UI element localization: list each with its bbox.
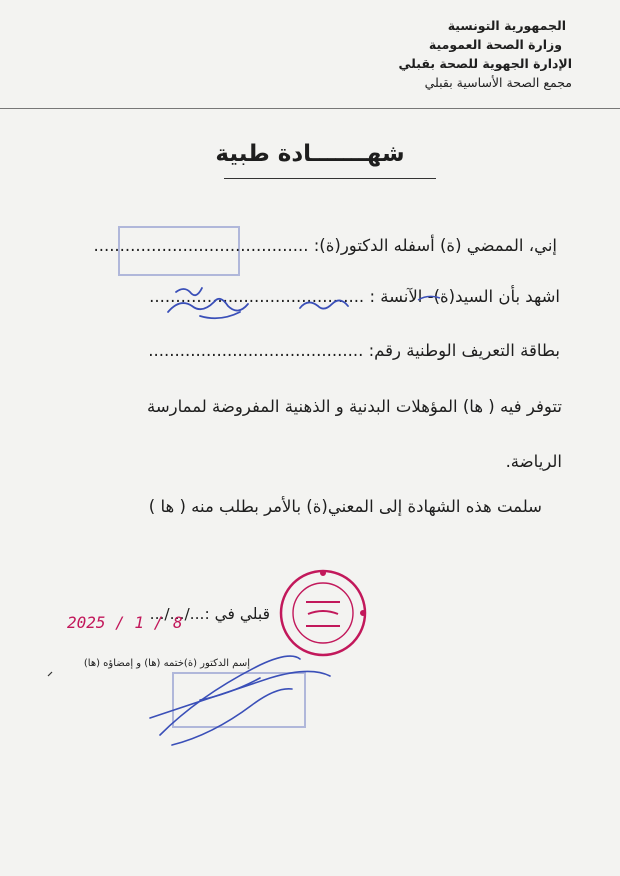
signature-label: إسم الدكتور (ة)ختمه (ها) و إمضاؤه (ها) (83, 658, 250, 669)
letterhead-health-complex: مجمع الصحة الأساسية بقبلي (424, 75, 572, 90)
delivery-statement: سلمت هذه الشهادة إلى المعني(ة) بالأمر بطلب منه ( ها ) (148, 497, 542, 516)
letterhead-republic: الجمهورية التونسية (447, 18, 566, 33)
letterhead-regional-directorate: الإدارة الجهوية للصحة بقبلي (398, 56, 572, 71)
letterhead-ministry: وزارة الصحة العمومية (428, 37, 562, 52)
patient-line (149, 287, 560, 306)
header-divider (0, 108, 620, 109)
id-card-label: بطاقة التعريف الوطنية رقم: (368, 341, 560, 360)
faded-blue-stamp-bottom (172, 672, 306, 728)
fitness-statement-end: الرياضة. (505, 452, 562, 471)
margin-mark (48, 672, 52, 676)
document-title: شهـــــــادة طبية (215, 141, 405, 167)
doctor-label: إني، الممضي (ة) أسفله الدكتور(ة): (313, 236, 557, 255)
id-card-line (148, 341, 560, 360)
fitness-statement: تتوفر فيه ( ها) المؤهلات البدنية و الذهنية المفروضة لممارسة (147, 397, 562, 416)
id-card-dots: ......................................... (148, 341, 364, 360)
date-line: قبلي في :.../.../... (149, 605, 270, 623)
doctor-dots: ......................................... (93, 236, 309, 255)
patient-dots: ......................................... (149, 287, 365, 306)
round-pink-stamp (281, 571, 366, 656)
title-underline (224, 178, 436, 179)
handwritten-date: 2025 / 1 / 8 (67, 613, 183, 632)
doctor-line (93, 236, 557, 255)
patient-label: اشهد بأن السيد(ة)- الآنسة : (369, 287, 560, 306)
letterhead (398, 16, 572, 92)
